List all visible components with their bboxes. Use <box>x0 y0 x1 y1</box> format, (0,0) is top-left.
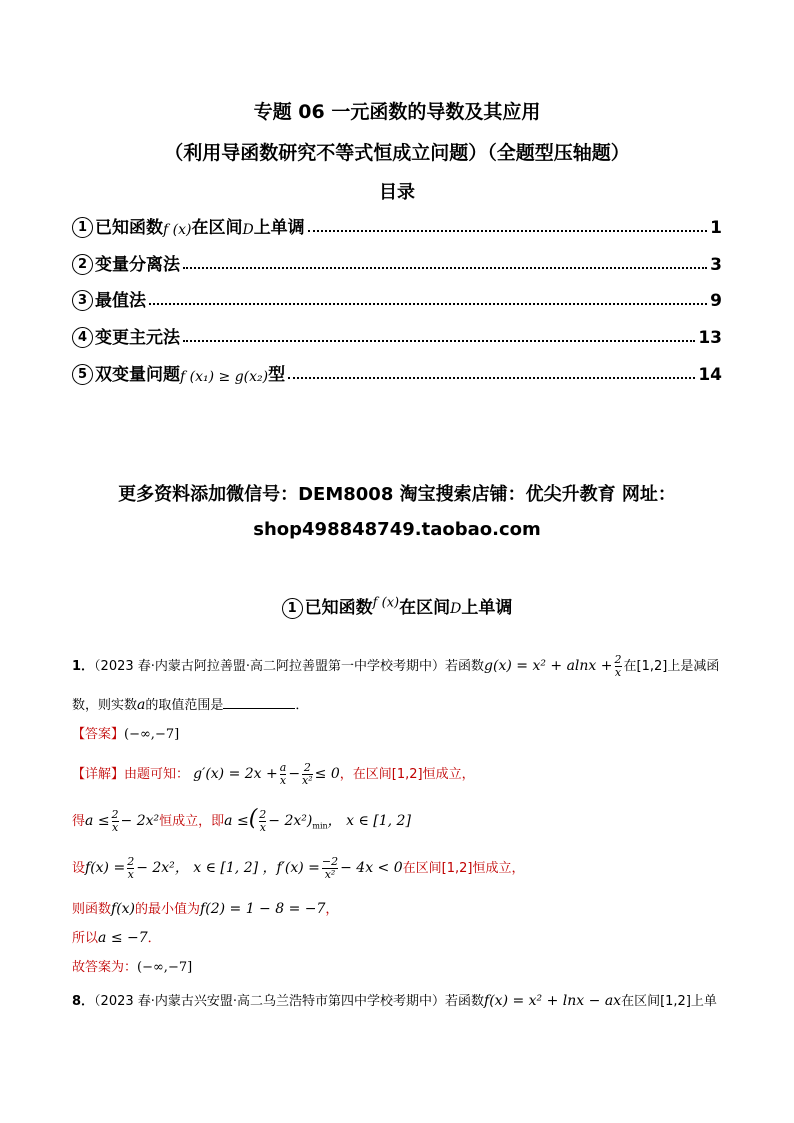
fraction <box>127 856 134 881</box>
fraction-denominator: x² <box>322 868 338 881</box>
answer-value: (−∞,−7] <box>124 727 180 742</box>
detail-formula: − <box>288 766 301 782</box>
toc-leader-dots <box>183 267 707 269</box>
final-answer-value: (−∞,−7] <box>137 960 193 975</box>
toc-page-number: 14 <box>698 365 722 385</box>
fraction-numerator: 2 <box>259 808 267 821</box>
question-1-line2 <box>72 694 722 717</box>
detail-formula: f(2) = 1 − 8 = −7 <box>200 901 326 917</box>
detail-formula: ， x ∈ [1, 2] ， <box>174 860 277 876</box>
answer-blank[interactable] <box>223 695 295 709</box>
section-heading <box>0 593 794 619</box>
question-number: 8． <box>72 994 95 1009</box>
toc-entry-label: 变量分离法 <box>95 255 180 275</box>
fraction-numerator: 2 <box>614 653 622 666</box>
answer-line <box>72 724 722 746</box>
fraction <box>322 856 338 881</box>
detail-text: 所以 <box>72 931 99 946</box>
toc-entry-2[interactable] <box>72 247 722 275</box>
fraction <box>302 762 313 787</box>
detail-formula: − 4x < 0 <box>340 860 403 876</box>
fraction-numerator: −2 <box>321 855 339 868</box>
question-formula: g(x) = x² + alnx + <box>484 658 613 674</box>
toc-entry-label: 双变量问题 <box>95 365 180 385</box>
detail-text: 则函数 <box>72 902 112 917</box>
question-text: 的取值范围是 <box>145 698 224 713</box>
fraction-denominator: x <box>279 774 287 787</box>
detail-formula: − 2x² <box>120 813 160 829</box>
circled-number: 4 <box>72 327 93 348</box>
question-formula: f(x) = x² + lnx − ax <box>484 993 622 1009</box>
toc-leader-dots <box>183 340 695 342</box>
toc-entry-5[interactable] <box>72 357 722 385</box>
toc-heading: 目录 <box>379 182 415 203</box>
circled-number: 3 <box>72 290 93 311</box>
question-8-line1 <box>72 990 722 1013</box>
toc-page-number: 13 <box>698 328 722 348</box>
circled-number: 5 <box>72 364 93 385</box>
detail-subscript: min <box>312 821 328 831</box>
toc-entry-label: 在区间 <box>191 218 243 238</box>
detail-formula: − 2x² <box>136 860 175 876</box>
detail-formula: ( <box>248 806 258 831</box>
circled-number: 1 <box>282 598 303 619</box>
fraction-denominator: x <box>127 868 134 881</box>
fraction <box>615 654 622 679</box>
promo-url[interactable]: shop498848749.taobao.com <box>253 519 541 540</box>
toc-entry-label: 已知函数 <box>95 218 163 238</box>
toc-page-number: 9 <box>710 291 722 311</box>
fraction-denominator: x <box>111 821 119 834</box>
question-number: 1． <box>72 659 95 674</box>
toc-entry-label: 型 <box>268 365 286 385</box>
detail-formula: − 2x²) <box>268 813 313 829</box>
fraction <box>259 809 266 834</box>
circled-number: 2 <box>72 254 93 275</box>
detail-text: 恒成立，即 <box>159 814 225 829</box>
question-text: 在[1,2]上是减函 <box>623 659 720 674</box>
detail-text: ，在区间[1,2]恒成立， <box>339 767 475 782</box>
detail-formula: a ≤ −7 <box>98 930 148 946</box>
question-source: （2023 春·内蒙古兴安盟·高二乌兰浩特市第四中学校考期中）若函数 <box>94 994 485 1009</box>
toc-page-number: 3 <box>710 255 722 275</box>
toc-entry-math: f (x) <box>163 222 192 238</box>
answer-label: 【答案】 <box>72 727 125 742</box>
circled-number: 1 <box>72 217 93 238</box>
detail-line-2 <box>72 808 722 838</box>
document-subtitle: （利用导函数研究不等式恒成立问题）（全题型压轴题） <box>164 142 630 164</box>
fraction-denominator: x <box>614 666 622 679</box>
toc-entry-math: f (x₁) ≥ g(x₂) <box>180 369 269 385</box>
question-text: 数，则实数 <box>72 698 138 713</box>
detail-formula: a ≤ <box>85 813 110 829</box>
fraction <box>280 762 287 787</box>
fraction-numerator: 2 <box>111 808 119 821</box>
detail-formula: f(x) <box>111 901 136 917</box>
detail-line-4 <box>72 898 722 921</box>
section-heading-math: f (x) <box>372 595 400 611</box>
toc-leader-dots <box>308 230 707 232</box>
section-heading-text: 上单调 <box>461 598 513 618</box>
detail-text: ， <box>325 902 339 917</box>
fraction-denominator: x² <box>302 774 313 787</box>
toc-page-number: 1 <box>710 218 722 238</box>
final-answer-label: 故答案为： <box>72 960 138 975</box>
section-heading-text: 在区间 <box>399 598 451 618</box>
detail-label: 【详解】 <box>72 767 125 782</box>
question-1-line1 <box>72 654 722 679</box>
detail-text: 由题可知： <box>124 767 190 782</box>
question-variable: a <box>137 697 146 713</box>
detail-formula: g′(x) = 2x + <box>193 766 278 782</box>
detail-line-5 <box>72 927 722 950</box>
fraction-numerator: a <box>279 761 287 774</box>
document-title: 专题 06 一元函数的导数及其应用 <box>253 101 541 123</box>
fraction-denominator: x <box>259 821 266 834</box>
question-text: ． <box>295 698 309 713</box>
toc-entry-math: D <box>242 222 254 238</box>
detail-formula: f′(x) = <box>276 860 320 876</box>
section-heading-text: 已知函数 <box>304 598 373 618</box>
toc-leader-dots <box>288 377 695 379</box>
detail-formula: a ≤ <box>224 813 249 829</box>
fraction-numerator: 2 <box>127 855 135 868</box>
detail-formula: ， x ∈ [1, 2] <box>327 813 411 829</box>
detail-formula: f(x) = <box>85 860 126 876</box>
question-text: 在区间[1,2]上单 <box>621 994 717 1009</box>
section-heading-math: D <box>450 601 462 617</box>
toc-entry-4[interactable] <box>72 320 722 348</box>
question-source: （2023 春·内蒙古阿拉善盟·高二阿拉善盟第一中学校考期中）若函数 <box>94 659 485 674</box>
toc-entry-label: 最值法 <box>95 291 146 311</box>
toc-entry-label: 上单调 <box>253 218 305 238</box>
detail-line-1 <box>72 762 722 787</box>
toc-entry-3[interactable] <box>72 283 722 311</box>
promo-line: 更多资料添加微信号：DEM8008 淘宝搜索店铺：优尖升教育 网址： <box>118 484 676 505</box>
detail-line-3 <box>72 856 722 881</box>
toc-entry-1[interactable] <box>72 210 722 238</box>
final-answer-line <box>72 957 722 979</box>
detail-text: 设 <box>72 861 86 876</box>
toc-leader-dots <box>149 303 707 305</box>
detail-text: 的最小值为 <box>135 902 201 917</box>
toc-entry-label: 变更主元法 <box>95 328 180 348</box>
detail-text: ． <box>147 931 161 946</box>
fraction <box>112 809 119 834</box>
detail-text: 得 <box>72 814 86 829</box>
fraction-numerator: 2 <box>303 761 311 774</box>
detail-text: 在区间[1,2]恒成立， <box>402 861 525 876</box>
detail-formula: ≤ 0 <box>314 766 340 782</box>
